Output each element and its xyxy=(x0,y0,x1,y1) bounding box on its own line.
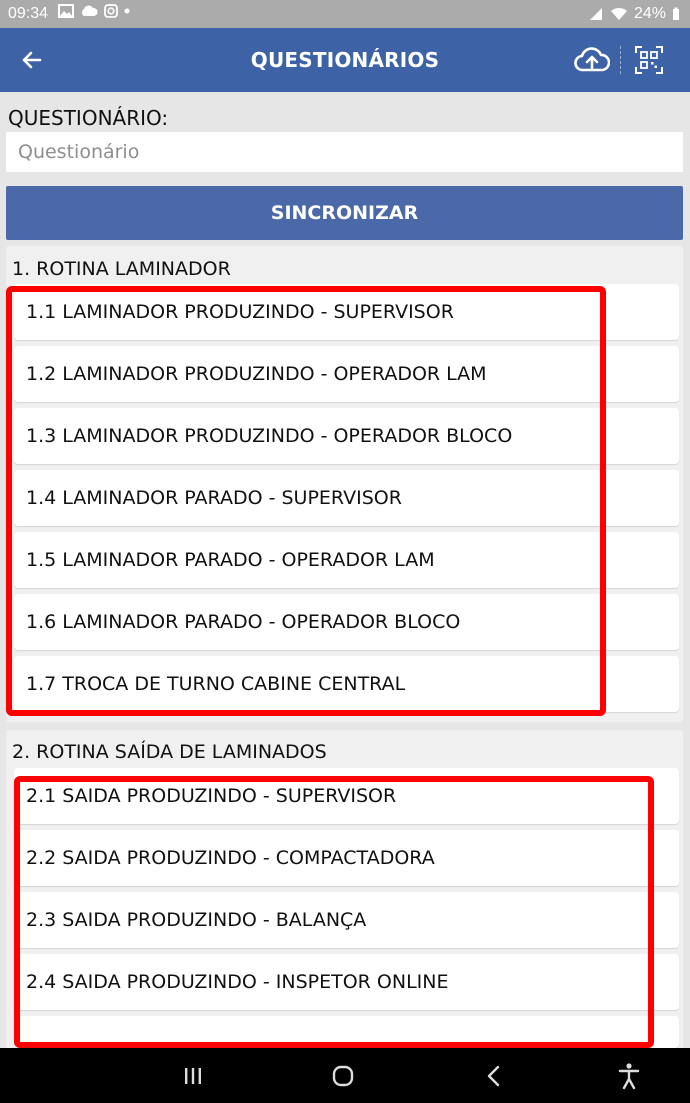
system-icons xyxy=(588,5,680,23)
home-icon[interactable] xyxy=(331,1064,355,1088)
list-item[interactable] xyxy=(14,656,679,712)
cloud-icon xyxy=(80,5,98,17)
list-item[interactable] xyxy=(14,892,679,948)
wifi-icon xyxy=(610,7,628,21)
signal-icon xyxy=(588,7,604,21)
list-item[interactable] xyxy=(14,954,679,1010)
list-item-label: 1.6 LAMINADOR PARADO - OPERADOR BLOCO xyxy=(26,611,461,633)
toolbar-divider xyxy=(620,46,621,74)
battery-percentage: 24% xyxy=(633,5,666,22)
list-item-label: 1.5 LAMINADOR PARADO - OPERADOR LAM xyxy=(26,549,435,571)
page-title: QUESTIONÁRIOS xyxy=(250,48,440,72)
list-item[interactable] xyxy=(14,768,679,824)
group-title[interactable]: 2. ROTINA SAÍDA DE LAMINADOS xyxy=(12,741,327,763)
qr-code-icon[interactable] xyxy=(634,45,664,75)
instagram-icon xyxy=(104,4,118,18)
accessibility-icon[interactable] xyxy=(617,1062,641,1090)
sync-button[interactable]: SINCRONIZAR xyxy=(6,186,683,240)
list-item-label: 2.4 SAIDA PRODUZINDO - INSPETOR ONLINE xyxy=(26,971,449,993)
list-item[interactable] xyxy=(14,1016,679,1048)
status-bar xyxy=(0,0,690,28)
list-item-label: 2.2 SAIDA PRODUZINDO - COMPACTADORA xyxy=(26,847,435,869)
cloud-upload-icon[interactable] xyxy=(574,44,610,76)
group-title[interactable]: 1. ROTINA LAMINADOR xyxy=(12,258,231,280)
battery-icon xyxy=(672,7,680,21)
list-item[interactable] xyxy=(14,532,679,588)
list-item-label: 1.4 LAMINADOR PARADO - SUPERVISOR xyxy=(26,487,402,509)
system-nav-bar xyxy=(0,1048,690,1103)
recents-icon[interactable] xyxy=(183,1066,203,1086)
back-icon[interactable] xyxy=(484,1064,504,1088)
list-item-label: 1.3 LAMINADOR PRODUZINDO - OPERADOR BLOCO xyxy=(26,425,513,447)
list-item-label: 1.7 TROCA DE TURNO CABINE CENTRAL xyxy=(26,673,406,695)
list-item[interactable] xyxy=(14,830,679,886)
list-item[interactable] xyxy=(14,346,679,402)
dot-icon xyxy=(124,8,130,14)
status-time: 09:34 xyxy=(8,5,49,22)
questionnaire-input[interactable] xyxy=(6,132,683,172)
questionnaire-label: QUESTIONÁRIO: xyxy=(8,106,169,130)
list-item-label: 1.2 LAMINADOR PRODUZINDO - OPERADOR LAM xyxy=(26,363,487,385)
list-item-label: 2.3 SAIDA PRODUZINDO - BALANÇA xyxy=(26,909,367,931)
list-item[interactable] xyxy=(14,594,679,650)
notification-icons xyxy=(58,4,130,18)
list-item[interactable] xyxy=(14,470,679,526)
list-item-label: 2.1 SAIDA PRODUZINDO - SUPERVISOR xyxy=(26,785,397,807)
app-bar xyxy=(0,28,690,92)
gallery-icon xyxy=(58,4,74,18)
list-item-label: 1.1 LAMINADOR PRODUZINDO - SUPERVISOR xyxy=(26,301,454,323)
list-item[interactable] xyxy=(14,284,679,340)
list-item[interactable] xyxy=(14,408,679,464)
